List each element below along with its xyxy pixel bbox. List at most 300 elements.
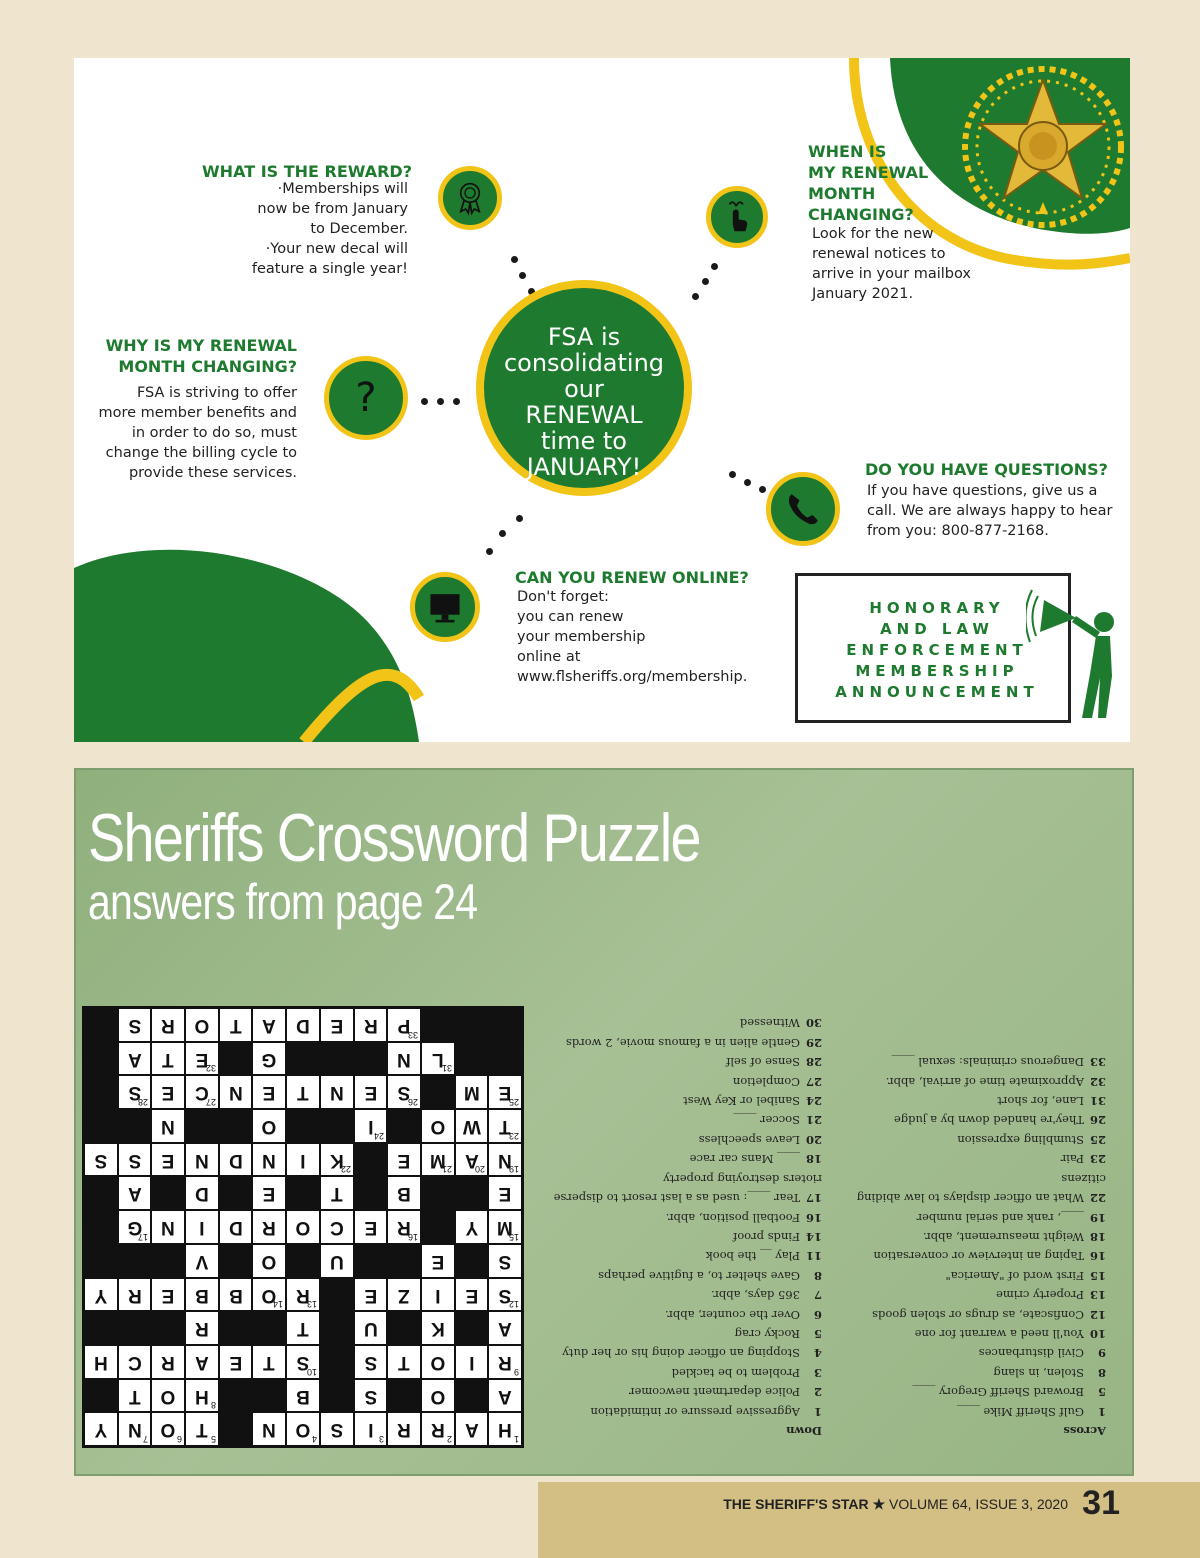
grid-letter: A (195, 1351, 209, 1373)
clue-text: They're handed down by a judge (893, 1113, 1084, 1128)
crossword-title: Sheriffs Crossword Puzzle (88, 800, 700, 876)
grid-clue-number: 13 (306, 1299, 317, 1310)
grid-letter: I (367, 1419, 374, 1441)
clue-number: 23 (1089, 1152, 1106, 1167)
grid-clue-number: 9 (513, 1366, 519, 1377)
grid-clue-number: 16 (407, 1231, 418, 1242)
clue-number: 33 (1089, 1055, 1106, 1070)
page-number: 31 (1082, 1484, 1120, 1522)
grid-cell (387, 1075, 421, 1109)
grid-cell (151, 1008, 185, 1042)
down-clue (542, 1362, 822, 1381)
grid-cell (320, 1143, 354, 1177)
grid-cell (354, 1278, 388, 1312)
grid-letter: D (228, 1149, 243, 1171)
grid-letter: O (295, 1217, 311, 1239)
grid-cell (118, 1345, 152, 1379)
question-mark-icon: ? (324, 356, 408, 440)
clue-text: Gulf Sheriff Mike ____ (956, 1404, 1084, 1419)
clue-text: 365 days, abbr. (710, 1288, 800, 1303)
grid-letter: A (464, 1149, 479, 1171)
grid-cell (185, 1379, 219, 1413)
across-clues-column (846, 1052, 1106, 1440)
grid-letter: H (498, 1419, 513, 1441)
grid-letter: I (468, 1351, 475, 1373)
clue-text: Stumbling expression (957, 1132, 1084, 1147)
grid-cell (185, 1042, 219, 1076)
grid-letter: R (363, 1015, 378, 1036)
clue-text: Leave speechless (698, 1132, 800, 1147)
grid-cell (286, 1311, 320, 1345)
grid-letter: N (161, 1116, 176, 1138)
grid-cell (354, 1412, 388, 1446)
clue-number: 27 (805, 1074, 822, 1089)
grid-cell (354, 1109, 388, 1143)
grid-cell (151, 1075, 185, 1109)
grid-cell (151, 1345, 185, 1379)
clue-number: 20 (805, 1132, 822, 1147)
clue-text: Over the counter, abbr. (665, 1307, 800, 1322)
grid-cell (185, 1176, 219, 1210)
grid-cell (219, 1075, 253, 1109)
clue-number: 32 (1089, 1074, 1106, 1089)
grid-letter: Z (398, 1284, 410, 1306)
across-clue (846, 1130, 1106, 1149)
grid-letter: N (161, 1217, 176, 1239)
grid-letter: D (195, 1183, 209, 1205)
grid-clue-number: 14 (273, 1299, 284, 1310)
grid-letter: T (398, 1351, 410, 1373)
grid-cell (84, 1143, 118, 1177)
grid-letter: E (431, 1250, 445, 1272)
clue-text: ____ Mans car race (689, 1152, 800, 1167)
clue-number: 4 (813, 1346, 822, 1361)
grid-cell (185, 1278, 219, 1312)
across-clue (846, 1401, 1106, 1420)
grid-cell (421, 1244, 455, 1278)
grid-cell (151, 1143, 185, 1177)
grid-letter: O (261, 1116, 277, 1138)
issue-info: VOLUME 64, ISSUE 3, 2020 (889, 1496, 1068, 1512)
grid-cell (421, 1042, 455, 1076)
grid-letter: A (498, 1318, 513, 1340)
grid-clue-number: 8 (210, 1400, 216, 1411)
grid-cell (118, 1075, 152, 1109)
grid-cell (252, 1075, 286, 1109)
grid-letter: S (364, 1351, 377, 1373)
grid-letter: R (397, 1419, 411, 1441)
grid-letter: D (228, 1217, 243, 1239)
grid-cell (488, 1311, 522, 1345)
grid-letter: L (431, 1048, 444, 1070)
grid-letter: T (263, 1351, 276, 1373)
grid-letter: N (329, 1082, 344, 1104)
across-clue (846, 1265, 1106, 1284)
grid-letter: E (364, 1284, 377, 1306)
when-heading: WHEN IS MY RENEWAL MONTH CHANGING? (808, 142, 929, 224)
grid-cell (84, 1278, 118, 1312)
grid-cell (252, 1412, 286, 1446)
grid-cell (219, 1278, 253, 1312)
grid-cell (354, 1379, 388, 1413)
clue-text: Civil disturbances (978, 1346, 1084, 1361)
grid-cell (488, 1075, 522, 1109)
crossword-answer-grid (82, 1006, 524, 1448)
grid-cell (151, 1412, 185, 1446)
grid-letter: I (199, 1217, 205, 1239)
grid-clue-number: 32 (205, 1063, 216, 1074)
grid-letter: E (498, 1183, 512, 1205)
clue-text: Gentle alien in a famous movie, 2 words (565, 1035, 800, 1050)
grid-letter: E (364, 1082, 377, 1104)
clue-text: Sense of self (726, 1055, 800, 1070)
online-body: Don't forget: you can renew your membership online at www.flsheriffs.org/membership. (517, 589, 748, 685)
clue-text: Broward Sheriff Gregory ____ (912, 1385, 1084, 1400)
grid-cell (488, 1244, 522, 1278)
grid-cell (421, 1345, 455, 1379)
questions-body: If you have questions, give us a call. We are always happy to hear from you: 800-877-2168. (867, 483, 1113, 539)
grid-cell (151, 1210, 185, 1244)
grid-cell (219, 1345, 253, 1379)
grid-cell (185, 1311, 219, 1345)
center-message-bubble (476, 280, 692, 496)
clue-text: Aggressive pressure or intimidation (590, 1404, 800, 1419)
grid-cell (320, 1412, 354, 1446)
grid-cell (185, 1210, 219, 1244)
grid-cell (185, 1244, 219, 1278)
footer-publication-line (723, 1496, 1068, 1513)
grid-clue-number: 5 (210, 1433, 216, 1444)
clue-number: 2 (813, 1385, 822, 1400)
down-clue (542, 1149, 822, 1168)
grid-cell (118, 1278, 152, 1312)
down-clues-column (542, 1013, 822, 1440)
megaphone-person-icon (1026, 578, 1126, 718)
grid-letter: S (128, 1082, 141, 1104)
grid-clue-number: 17 (138, 1231, 149, 1242)
grid-clue-number: 24 (374, 1130, 385, 1141)
clue-text: Sanibel or Key West (683, 1094, 800, 1109)
grid-letter: E (195, 1048, 209, 1070)
grid-cell (387, 1210, 421, 1244)
clue-number: 1 (1097, 1404, 1106, 1419)
grid-letter: S (498, 1250, 512, 1272)
grid-letter: G (127, 1217, 142, 1239)
grid-cell (151, 1042, 185, 1076)
grid-clue-number: 2 (446, 1433, 452, 1444)
grid-cell (151, 1109, 185, 1143)
grid-letter: R (397, 1217, 411, 1239)
grid-letter: S (330, 1419, 344, 1441)
grid-letter: K (329, 1149, 344, 1171)
membership-announcement-panel (74, 58, 1130, 742)
grid-letter: E (262, 1183, 276, 1205)
grid-cell (118, 1176, 152, 1210)
grid-letter: G (261, 1048, 277, 1070)
grid-letter: O (295, 1419, 311, 1441)
grid-letter: T (330, 1183, 343, 1205)
grid-cell (286, 1008, 320, 1042)
center-line: FSA is (547, 323, 621, 351)
clue-number: 5 (1097, 1385, 1106, 1400)
down-clue (542, 1265, 822, 1284)
grid-letter: R (296, 1284, 310, 1306)
grid-clue-number: 28 (138, 1097, 149, 1108)
grid-clue-number: 7 (143, 1433, 149, 1444)
grid-cell (455, 1143, 489, 1177)
grid-cell (488, 1278, 522, 1312)
star-icon: ★ (872, 1496, 886, 1512)
grid-letter: C (329, 1217, 344, 1239)
grid-letter: E (161, 1082, 175, 1104)
across-clue (846, 1304, 1106, 1323)
grid-cell (455, 1210, 489, 1244)
grid-cell (354, 1008, 388, 1042)
grid-cell (252, 1143, 286, 1177)
down-clue (542, 1246, 822, 1265)
clue-number: 16 (1089, 1249, 1106, 1264)
online-heading: CAN YOU RENEW ONLINE? (515, 568, 749, 587)
clue-number: 21 (805, 1113, 822, 1128)
grid-cell (421, 1143, 455, 1177)
grid-letter: Y (94, 1419, 108, 1441)
clue-text: ____, rank and serial number (916, 1210, 1084, 1225)
clue-text: Confiscate, as drugs or stolen goods (872, 1307, 1084, 1322)
grid-clue-number: 10 (306, 1366, 317, 1377)
down-clue (542, 1032, 822, 1051)
grid-cell (488, 1345, 522, 1379)
across-clue (846, 1324, 1106, 1343)
grid-letter: S (296, 1351, 310, 1373)
grid-cell (421, 1379, 455, 1413)
across-clue (846, 1246, 1106, 1265)
grid-letter: U (363, 1318, 378, 1340)
grid-cell (354, 1311, 388, 1345)
grid-letter: C (195, 1082, 209, 1104)
clue-text: Football position, abbr. (665, 1210, 800, 1225)
grid-cell (421, 1109, 455, 1143)
grid-letter: T (297, 1318, 309, 1340)
grid-letter: A (127, 1048, 142, 1070)
crossword-panel (74, 768, 1134, 1476)
grid-cell (455, 1109, 489, 1143)
grid-letter: O (430, 1116, 446, 1138)
grid-cell (387, 1278, 421, 1312)
grid-letter: A (127, 1183, 142, 1205)
clue-text: Property crime (996, 1288, 1084, 1303)
grid-cell (118, 1210, 152, 1244)
clue-text: Lane, for short (997, 1094, 1084, 1109)
grid-letter: B (228, 1284, 243, 1306)
grid-letter: N (195, 1149, 209, 1171)
grid-letter: V (195, 1250, 209, 1272)
clue-number: 26 (1089, 1113, 1106, 1128)
down-clue (542, 1401, 822, 1420)
grid-cell (286, 1412, 320, 1446)
across-clue (846, 1149, 1106, 1168)
grid-letter: B (296, 1385, 310, 1407)
why-body: FSA is striving to offer more member benefits and in order to do so, must change the billing cycle to provide these services. (98, 385, 297, 481)
grid-letter: T (196, 1419, 208, 1441)
grid-clue-number: 33 (407, 1029, 418, 1040)
clue-number: 19 (1089, 1210, 1106, 1225)
grid-cell (151, 1278, 185, 1312)
clue-text: Gave shelter to, a fugitive perhaps (598, 1268, 800, 1283)
grid-cell (320, 1244, 354, 1278)
clue-number: 22 (1089, 1191, 1106, 1206)
clue-number: 30 (805, 1016, 822, 1031)
grid-cell (421, 1412, 455, 1446)
grid-cell (286, 1075, 320, 1109)
grid-letter: I (300, 1149, 306, 1171)
down-clue (542, 1324, 822, 1343)
clue-number: 10 (1089, 1326, 1106, 1341)
clue-text: Taping an interview or conversation (873, 1249, 1084, 1264)
grid-cell (320, 1176, 354, 1210)
clue-text: First word of "America" (945, 1268, 1084, 1283)
grid-letter: O (430, 1351, 446, 1373)
grid-cell (488, 1210, 522, 1244)
grid-letter: N (228, 1082, 243, 1104)
award-ribbon-icon (438, 166, 502, 230)
questions-heading: DO YOU HAVE QUESTIONS? (865, 460, 1108, 479)
grid-cell (387, 1176, 421, 1210)
grid-letter: O (194, 1015, 210, 1036)
grid-cell (421, 1311, 455, 1345)
grid-letter: A (262, 1015, 277, 1036)
grid-cell (219, 1143, 253, 1177)
clue-number: 8 (1097, 1365, 1106, 1380)
grid-letter: R (498, 1351, 513, 1373)
crossword-clues (538, 1008, 1118, 1448)
grid-letter: E (161, 1284, 175, 1306)
grid-cell (185, 1143, 219, 1177)
grid-cell (286, 1143, 320, 1177)
center-line: RENEWAL (525, 401, 643, 429)
grid-letter: T (297, 1082, 309, 1104)
grid-letter: N (397, 1048, 411, 1070)
grid-cell (84, 1345, 118, 1379)
publication-name: THE SHERIFF'S STAR (723, 1496, 869, 1512)
clue-text: You'll need a warrant for one (914, 1326, 1084, 1341)
grid-cell (118, 1412, 152, 1446)
grid-letter: T (499, 1116, 511, 1138)
clue-number: 15 (1089, 1268, 1106, 1283)
clue-number: 13 (1089, 1288, 1106, 1303)
grid-letter: O (261, 1284, 277, 1306)
grid-cell (185, 1412, 219, 1446)
clue-number: 3 (813, 1365, 822, 1380)
grid-letter: C (127, 1351, 142, 1373)
clue-text: Witnessed (739, 1016, 800, 1031)
clue-number: 5 (813, 1326, 822, 1341)
clue-number: 24 (805, 1094, 822, 1109)
grid-letter: Y (94, 1284, 108, 1306)
clue-number: 9 (1097, 1346, 1106, 1361)
clue-text: Stopping an officer doing his or her duty (562, 1346, 800, 1361)
page-footer (538, 1482, 1200, 1558)
down-clue (542, 1091, 822, 1110)
grid-cell (252, 1042, 286, 1076)
grid-letter: Y (465, 1217, 478, 1239)
grid-cell (252, 1210, 286, 1244)
grid-letter: D (296, 1015, 310, 1036)
grid-clue-number: 12 (508, 1299, 519, 1310)
grid-letter: R (127, 1284, 142, 1306)
grid-letter: I (367, 1116, 374, 1138)
clue-text: Tear ____: used as a last resort to disperse rioters destroying property (553, 1171, 822, 1206)
clue-number: 8 (813, 1268, 822, 1283)
center-line: our (564, 375, 604, 403)
grid-cell (118, 1042, 152, 1076)
grid-letter: E (465, 1284, 478, 1306)
clue-text: Stolen, in slang (993, 1365, 1084, 1380)
grid-clue-number: 4 (311, 1433, 317, 1444)
clue-text: Dangerous criminals: sexual ____ (891, 1055, 1084, 1070)
grid-letter: H (93, 1351, 108, 1373)
computer-monitor-icon (410, 572, 480, 642)
grid-letter: B (195, 1284, 209, 1306)
across-clue (846, 1168, 1106, 1207)
grid-letter: E (364, 1217, 377, 1239)
clue-number: 11 (805, 1249, 822, 1264)
down-clue (542, 1285, 822, 1304)
grid-letter: E (498, 1082, 512, 1104)
down-clue (542, 1168, 822, 1207)
across-heading: Across (1063, 1424, 1106, 1438)
center-line: time to (541, 427, 627, 455)
grid-cell (488, 1176, 522, 1210)
grid-letter: E (161, 1149, 175, 1171)
across-clue (846, 1227, 1106, 1246)
grid-letter: O (430, 1385, 446, 1407)
grid-cell (488, 1379, 522, 1413)
clue-text: Approximate time of arrival, abbr. (885, 1074, 1084, 1089)
grid-letter: S (128, 1015, 141, 1036)
grid-letter: N (262, 1419, 277, 1441)
sheriff-star-badge-logo (958, 62, 1128, 232)
clue-text: Finds proof (733, 1229, 800, 1244)
grid-cell (185, 1345, 219, 1379)
grid-cell (252, 1244, 286, 1278)
grid-letter: O (160, 1385, 176, 1407)
grid-cell (387, 1345, 421, 1379)
clue-number: 31 (1089, 1094, 1106, 1109)
grid-letter: M (429, 1149, 446, 1171)
center-message (484, 324, 684, 480)
grid-cell (455, 1075, 489, 1109)
down-clue (542, 1207, 822, 1226)
grid-cell (421, 1278, 455, 1312)
grid-cell (387, 1008, 421, 1042)
down-clue (542, 1110, 822, 1129)
across-clue (846, 1071, 1106, 1090)
grid-cell (354, 1345, 388, 1379)
grid-clue-number: 1 (513, 1433, 519, 1444)
across-clue (846, 1110, 1106, 1129)
grid-cell (252, 1008, 286, 1042)
clue-number: 17 (805, 1191, 822, 1206)
down-clue (542, 1343, 822, 1362)
grid-cell (455, 1278, 489, 1312)
clue-text: What an officer displays to law abiding citizens (856, 1171, 1106, 1206)
grid-cell (286, 1345, 320, 1379)
grid-letter: S (364, 1385, 377, 1407)
grid-letter: A (464, 1419, 479, 1441)
grid-clue-number: 31 (441, 1063, 452, 1074)
grid-letter: E (262, 1082, 276, 1104)
clue-number: 16 (805, 1210, 822, 1225)
